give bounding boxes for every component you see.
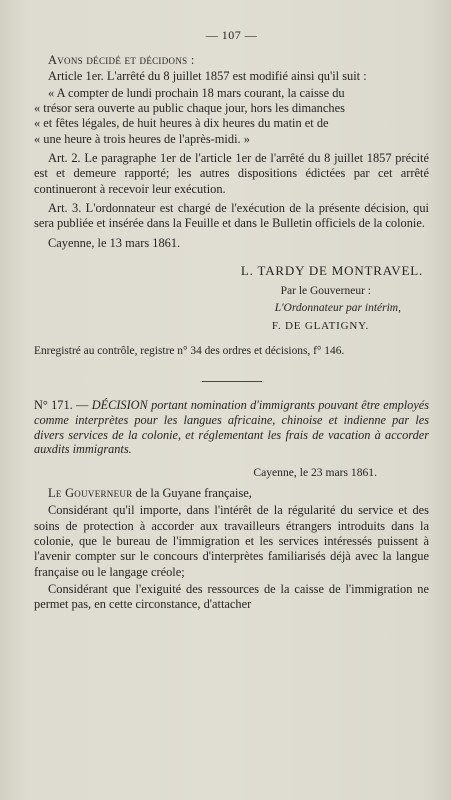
registration-line: Enregistré au contrôle, registre n° 34 des ordres et décisions, f° 146.	[34, 345, 345, 358]
considerant-1: Considérant qu'il importe, dans l'intérêt de la régularité du service et des soins de protection à accorder aux travailleurs étrangers introduits dans la colonie, que le bureau de l'immigration et les services intéressés puissent à l'avenir compter sur le concours d'interprètes familiarisés déjà avec la langue française ou le langage créole;	[34, 503, 429, 579]
quoted-text	[34, 86, 429, 147]
quote-line: « trésor sera ouverte au public chaque jour, hors les dimanches	[34, 101, 345, 116]
governor-title: Le Gouverneur	[48, 486, 133, 501]
article-1: Article 1er. L'arrêté du 8 juillet 1857 est modifié ainsi qu'il suit :	[48, 68, 367, 83]
governor-rest: de la Guyane française,	[132, 486, 252, 501]
signature-signer: F. DE GLATIGNY.	[271, 319, 369, 332]
decision-title-word: DÉCISION	[91, 398, 148, 413]
decision-date: Cayenne, le 23 mars 1861.	[253, 465, 377, 479]
considerant-2: Considérant que l'exiguité des ressources de la caisse de l'immigration ne permet pas, en cette circonstance, d'attacher	[34, 581, 429, 612]
decision-number: N° 171. —	[34, 398, 89, 413]
signature-for: Par le Gouverneur :	[280, 285, 371, 298]
decision-title-rest: portant nomination d'immigrants pouvant être employés comme interprètes pour les langues africaine, chinoise et indienne par les divers services de la colonie, et réglementant les frais de vacation à accorder auxdits immigrants.	[34, 398, 430, 457]
signature-name: L. TARDY DE MONTRAVEL.	[240, 262, 423, 278]
date-line: Cayenne, le 13 mars 1861.	[48, 235, 181, 250]
decision-body	[34, 486, 429, 612]
article-3: Art. 3. L'ordonnateur est chargé de l'exécution de la présente décision, qui sera publiée et insérée dans la Feuille et dans le Bulletin officiels de la colonie.	[34, 200, 429, 231]
signature-role: L'Ordonnateur par intérim,	[274, 302, 401, 315]
quote-line: « et fêtes légales, de huit heures à dix heures du matin et de	[34, 116, 329, 131]
quote-line: « une heure à trois heures de l'après-midi. »	[34, 131, 250, 146]
article-2: Art. 2. Le paragraphe 1er de l'article 1er de l'arrêté du 8 juillet 1857 précité est et demeure rapporté; les autres dispositions édictées par cet arrêté continueront à recevoir leur exécution.	[34, 151, 429, 196]
section-divider	[202, 381, 262, 382]
decision-heading	[34, 398, 429, 456]
quote-line: « A compter de lundi prochain 18 mars courant, la caisse du	[48, 85, 345, 100]
governor-line	[34, 486, 429, 501]
intro-line: Avons décidé et décidons :	[48, 53, 195, 68]
page-number: — 107 —	[205, 28, 258, 42]
